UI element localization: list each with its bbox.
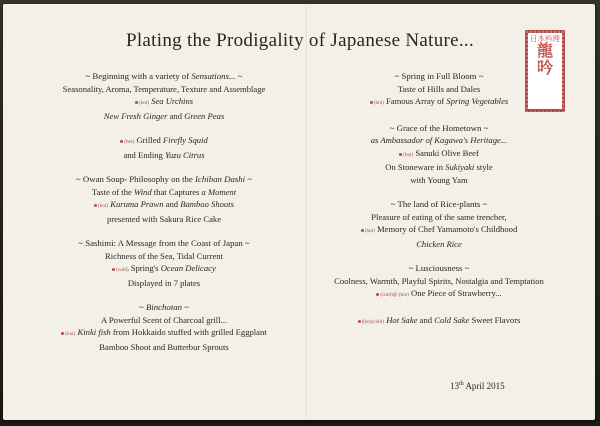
course-spring-bloom: ~ Spring in Full Bloom ~ Taste of Hills and Dales (hot) Famous Array of Spring Vegetables (312, 70, 566, 110)
hot-marker-icon: (hot) (94, 203, 108, 209)
hot-marker-icon: (hot) (370, 100, 384, 106)
cold-marker-icon: (cold) (112, 267, 128, 273)
seal-top-text: 日本料理 (530, 34, 560, 43)
course-rice-plants: ~ The land of Rice-plants ~ Pleasure of eating of the same trencher, (hot) Memory of Chef Yamamoto's Childhood Chicken Rice (312, 198, 566, 250)
hot-marker-icon: (hot) (135, 100, 149, 106)
course-beginning: ~ Beginning with a variety of Sensations... ~ Seasonality, Aroma, Temperature, Texture and Assemblage (hot) Sea Urchins New Fresh Ginger and Green Peas (62, 71, 266, 121)
hot-marker-icon: (hot) (61, 331, 75, 337)
course-lusciousness: ~ Lusciousness ~ Coolness, Warmth, Playful Spirits, Nostalgia and Temptation (cold)@ (hot) One Piece of Strawberry... (334, 263, 544, 298)
course-sashimi: ~ Sashimi: A Message from the Coast of Japan ~ Richness of the Sea, Tidal Current (cold) Spring's Ocean Delicacy Displayed in 7 plates (78, 238, 250, 288)
hot-marker-icon: (hot) (361, 228, 375, 234)
menu-title: Plating the Prodigality of Japanese Nature... (125, 30, 475, 51)
menu-date: 13th April 2015 (450, 381, 505, 391)
seal-char-1: 龍 (536, 43, 553, 60)
course-sake: (hot)(cold) Hot Sake and Cold Sake Sweet Flavors (312, 314, 566, 329)
hot-marker-icon: (hot) (399, 152, 413, 158)
cold-hot-marker-icon: (cold)@ (hot) (376, 292, 409, 298)
course-firefly-squid: (hot) Grilled Firefly Squid and Ending Yuzu Citrus (18, 134, 310, 161)
hot-marker-icon: (hot) (120, 139, 134, 145)
course-binchotan: ~ Binchotan ~ A Powerful Scent of Charcoal grill... (hot) Kinki fish from Hokkaido stuffed with grilled Eggplant Bamboo Shoot and Butterbur Sprouts (18, 301, 310, 353)
seal-char-2: 吟 (536, 60, 553, 77)
course-hometown: ~ Grace of the Hometown ~ as Ambassador of Kagawa's Heritage... (hot) Sanuki Olive Beef On Stoneware in Sukiyaki style with Young Yam (370, 122, 508, 185)
hot-cold-marker-icon: (hot)(cold) (358, 319, 384, 325)
left-column (18, 70, 310, 365)
right-column (312, 70, 566, 340)
course-owan-soup: ~ Owan Soup- Philosophy on the Ichiban Dashi ~ Taste of the Wind that Captures a Moment (hot) Kuruma Prawn and Bamboo Shoots presented with Sakura Rice Cake (75, 174, 253, 224)
